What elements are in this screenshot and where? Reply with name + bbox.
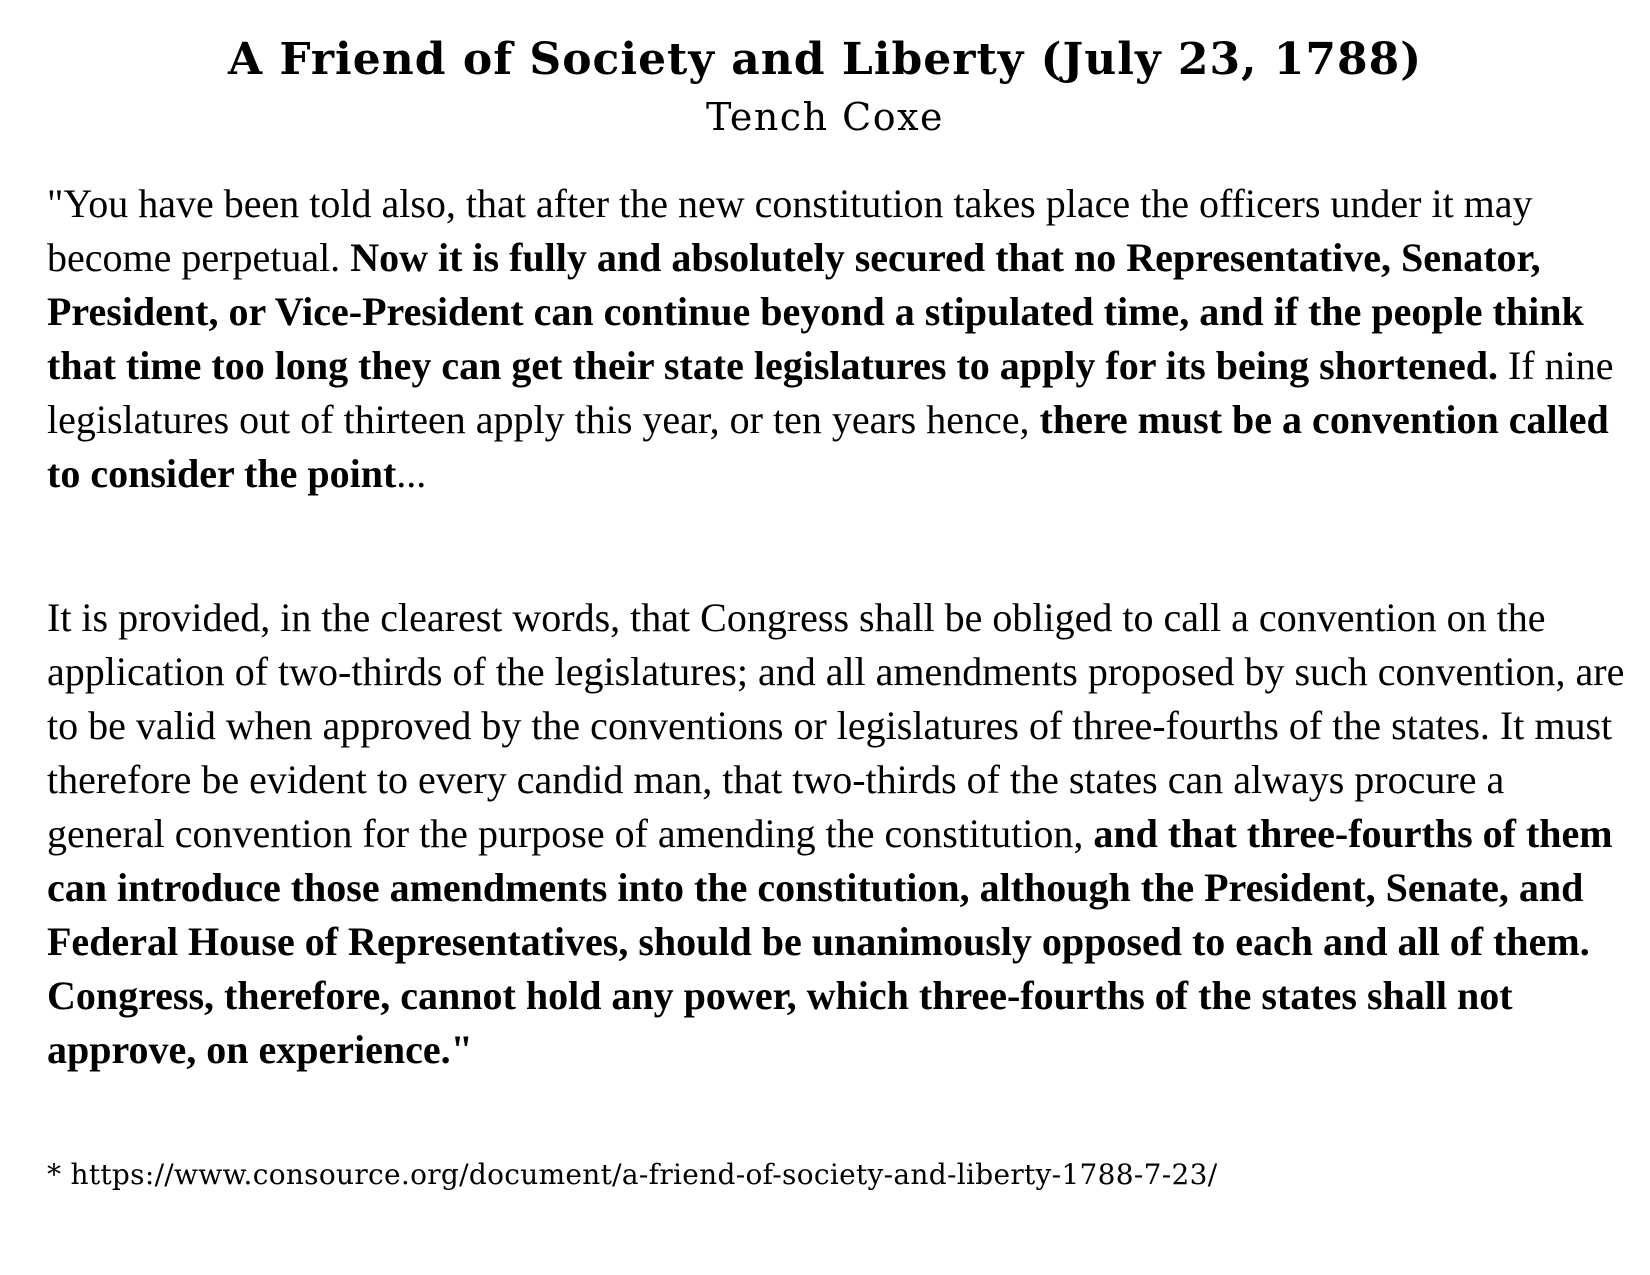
quote-paragraph-2: [47, 591, 1627, 1077]
document-author: Tench Coxe: [705, 95, 945, 139]
text-segment: It is provided, in the clearest words, that Congress shall be obliged to call a convention on the application of two-thirds of the legislatures; and all amendments proposed by such convention, are to be valid when approved by the conventions or legislatures of three-fourths of the states. It must therefore be evident to every candid man, that two-thirds of the states can always procure a general convention for the purpose of amending the constitution,: [47, 595, 1625, 856]
text-segment: If nine legislatures out of thirteen apply this year, or ten years hence,: [47, 343, 1614, 442]
text-segment: ...: [396, 451, 427, 496]
bold-text-segment: there must be a convention called to consider the point: [47, 397, 1609, 496]
text-segment: "You have been told also, that after the new constitution takes place the officers under it may become perpetual.: [47, 181, 1533, 280]
bold-text-segment: Now it is fully and absolutely secured that no Representative, Senator, President, or Vice-President can continue beyond a stipulated time, and if the people think that time too long they can get their state legislatures to apply for its being shortened.: [47, 235, 1584, 388]
source-citation: * https://www.consource.org/document/a-friend-of-society-and-liberty-1788-7-23/: [47, 1158, 1218, 1191]
document-title: A Friend of Society and Liberty (July 23, 1788): [227, 34, 1423, 85]
bold-text-segment: and that three-fourths of them can introduce those amendments into the constitution, although the President, Senate, and Federal House of Representatives, should be unanimously opposed to each and all of them. Congress, therefore, cannot hold any power, which three-fourths of the states shall not approve, on experience.": [47, 811, 1613, 1072]
quote-paragraph-1: [47, 177, 1627, 501]
